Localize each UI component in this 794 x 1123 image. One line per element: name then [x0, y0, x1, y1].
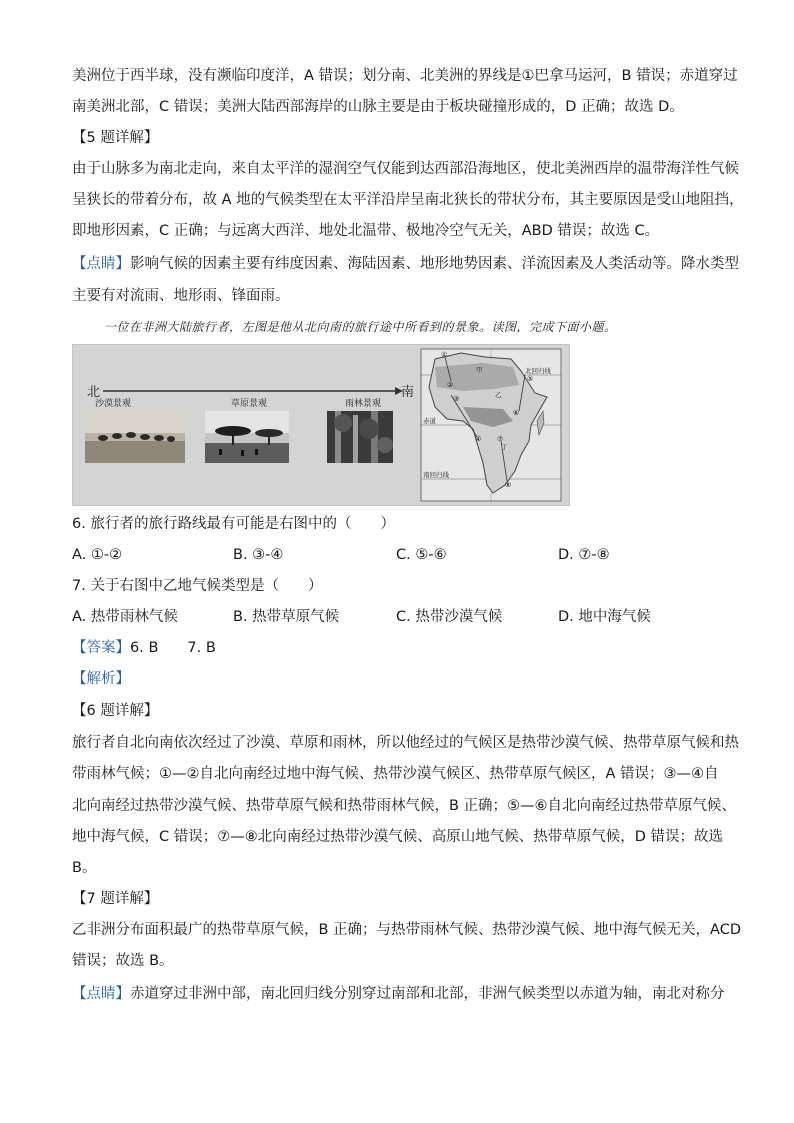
circled-6: ⑥	[513, 409, 520, 417]
tip-line	[72, 984, 725, 1004]
circled-8: ⑧	[505, 481, 512, 489]
text-line: B。	[72, 860, 97, 876]
map-label-cancer: 北回归线	[525, 367, 551, 375]
text-line: 北向南经过热带沙漠气候、热带草原气候和热带雨林气候，B 正确；⑤—⑥自北向南经过热带草原气候、	[72, 798, 737, 814]
map-label-yi: 乙	[495, 391, 502, 399]
desert-photo	[85, 411, 185, 463]
answer-line	[72, 638, 216, 658]
section-heading-7: 【7 题详解】	[72, 891, 159, 907]
circled-2: ②	[447, 381, 454, 389]
rainforest-photo	[327, 411, 393, 463]
desert-caption: 沙漠景观	[95, 399, 132, 409]
circled-1: ①	[441, 351, 448, 359]
text-line: 由于山脉多为南北走向，来自太平洋的湿润空气仅能到达西部沿海地区，使北美洲西岸的温带海洋性气候	[72, 161, 739, 177]
q6-option-c: C. ⑤-⑥	[396, 547, 447, 563]
q7-option-a: A. 热带雨林气候	[72, 609, 178, 625]
q6-option-a: A. ①-②	[72, 547, 123, 563]
map-label-capricorn: 南回归线	[423, 471, 449, 479]
q6-option-b: B. ③-④	[233, 547, 284, 563]
tip-tag: 【点睛】	[72, 256, 130, 272]
q7-option-b: B. 热带草原气候	[233, 609, 340, 625]
tip-line	[72, 254, 739, 274]
circled-4: ④	[475, 435, 482, 443]
circled-3: ③	[453, 395, 460, 403]
text-line: 乙非洲分布面积最广的热带草原气候，B 正确；与热带雨林气候、热带沙漠气候、地中海气候无关，ACD	[72, 922, 742, 938]
text-line: 呈狭长的带着分布，故 A 地的气候类型在太平洋沿岸呈南北狭长的带状分布，其主要原因是受山地阻挡，	[72, 192, 744, 208]
text-line: 地中海气候，C 错误；⑦—⑧北向南经过热带沙漠气候、高原山地气候、热带草原气候，D 错误；故选	[72, 829, 724, 845]
rain-caption: 雨林景观	[345, 399, 382, 409]
text-line: 错误；故选 B。	[72, 953, 174, 969]
analysis-tag: 【解析】	[72, 671, 130, 687]
circled-5: ⑤	[527, 375, 534, 383]
text-line: 即地形因素，C 正确；与远离大西洋、地处北温带、极地冷空气无关，ABD 错误；故选 C。	[72, 223, 660, 239]
q7-option-d: D. 地中海气候	[558, 609, 651, 625]
map-label-ding: 丁	[501, 443, 508, 451]
question-intro: 一位在非洲大陆旅行者，左图是他从北向南的旅行途中所看到的景象。读图，完成下面小题。	[104, 320, 617, 334]
tip-text: 赤道穿过非洲中部，南北回归线分别穿过南部和北部，非洲气候类型以赤道为轴，南北对称分	[130, 986, 725, 1002]
text-line: 南美洲北部，C 错误；美洲大陆西部海岸的山脉主要是由于板块碰撞形成的，D 正确；故选 D。	[72, 99, 684, 115]
answer-text: 6. B 7. B	[130, 640, 216, 656]
text-line: 旅行者自北向南依次经过了沙漠、草原和雨林，所以他经过的气候区是热带沙漠气候、热带草原气候和热	[72, 735, 739, 751]
grass-caption: 草原景观	[231, 399, 268, 409]
q7-option-c: C. 热带沙漠气候	[396, 609, 503, 625]
travel-figure	[72, 344, 570, 506]
north-label: 北	[87, 385, 101, 400]
question-7: 7. 关于右图中乙地气候类型是（ ）	[72, 578, 323, 594]
text-line: 主要有对流雨、地形雨、锋面雨。	[72, 288, 290, 304]
text-line: 美洲位于西半球，没有濒临印度洋，A 错误；划分南、北美洲的界线是①巴拿马运河，B 错误；赤道穿过	[72, 68, 738, 84]
figure-svg	[73, 345, 569, 505]
circled-7: ⑦	[497, 435, 504, 443]
question-6: 6. 旅行者的旅行路线最有可能是右图中的（ ）	[72, 516, 395, 532]
savanna-photo	[205, 411, 289, 463]
section-heading-6: 【6 题详解】	[72, 703, 159, 719]
section-heading-5: 【5 题详解】	[72, 130, 159, 146]
south-label: 南	[401, 385, 415, 400]
map-label-equator: 赤道	[423, 417, 436, 425]
text-line: 带雨林气候；①—②自北向南经过地中海气候、热带沙漠气候区、热带草原气候区，A 错误；③—④自	[72, 766, 719, 782]
tip-text: 影响气候的因素主要有纬度因素、海陆因素、地形地势因素、洋流因素及人类活动等。降水类型	[130, 256, 739, 272]
tip-tag: 【点睛】	[72, 986, 130, 1002]
q6-option-d: D. ⑦-⑧	[558, 547, 610, 563]
africa-map	[421, 349, 561, 501]
answer-tag: 【答案】	[72, 640, 130, 656]
map-label-jia: 甲	[476, 366, 483, 374]
